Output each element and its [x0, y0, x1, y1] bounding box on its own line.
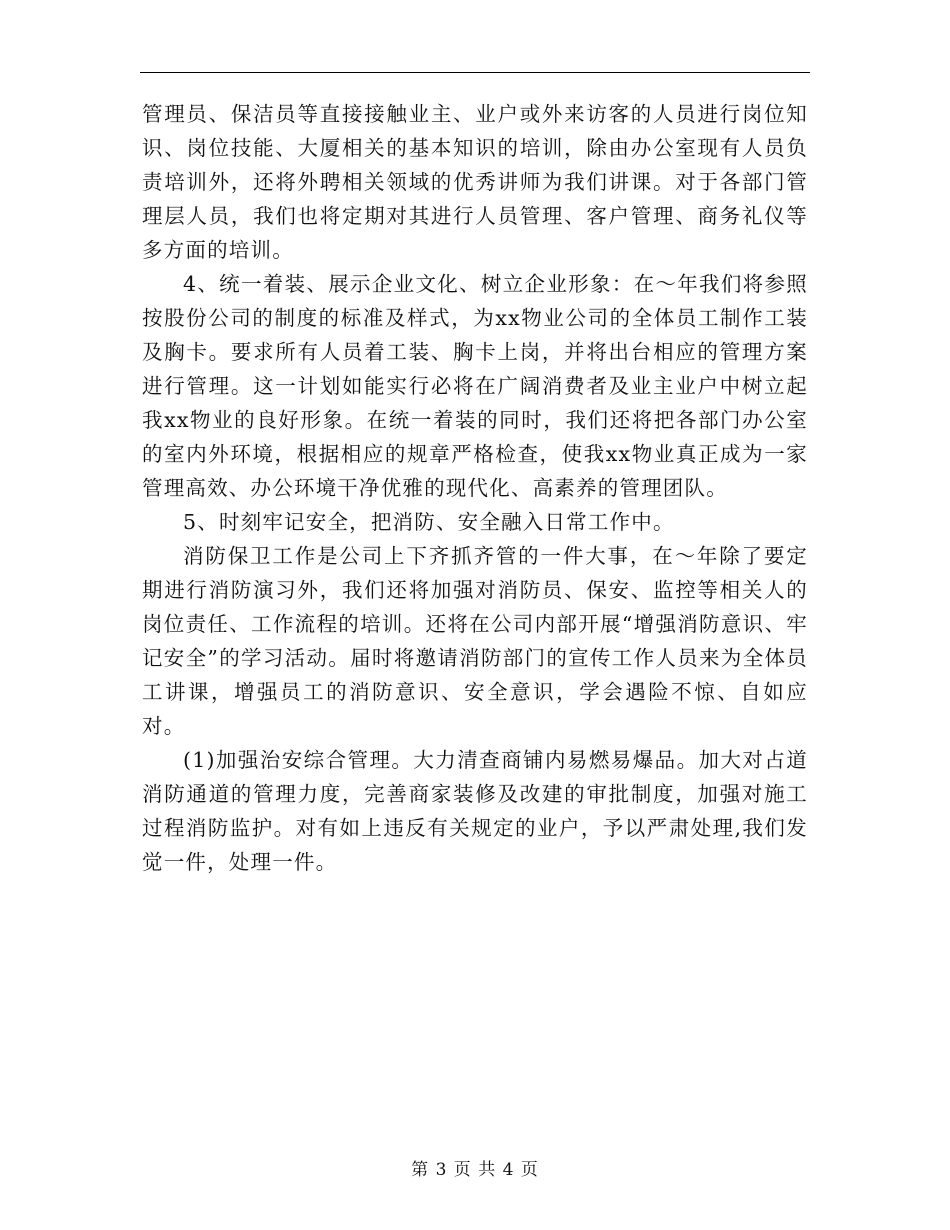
- paragraph-uniform: 4、统一着装、展示企业文化、树立企业形象：在～年我们将参照按股份公司的制度的标准及样式，为xx物业公司的全体员工制作工装及胸卡。要求所有人员着工装、胸卡上岗，并将出台相应的管理方案进行管理。这一计划如能实行必将在广阔消费者及业主业户中树立起我xx物业的良好形象。在统一着装的同时，我们还将把各部门办公室的室内外环境，根据相应的规章严格检查，使我xx物业真正成为一家管理高效、办公环境干净优雅的现代化、高素养的管理团队。: [142, 272, 808, 500]
- document-body: [142, 97, 808, 879]
- header-rule: [140, 72, 810, 73]
- page-number: 第 3 页 共 4 页: [411, 1160, 539, 1180]
- paragraph-fire-protection: 消防保卫工作是公司上下齐抓齐管的一件大事，在～年除了要定期进行消防演习外，我们还将加强对消防员、保安、监控等相关人的岗位责任、工作流程的培训。还将在公司内部开展“增强消防意识、牢记安全”的学习活动。届时将邀请消防部门的宣传工作人员来为全体员工讲课，增强员工的消防意识、安全意识，学会遇险不惊、自如应对。: [142, 544, 808, 738]
- paragraph-safety-heading: 5、时刻牢记安全，把消防、安全融入日常工作中。: [183, 510, 675, 534]
- paragraph-security-management: (1)加强治安综合管理。大力清查商铺内易燃易爆品。加大对占道消防通道的管理力度，完善商家装修及改建的审批制度，加强对施工过程消防监护。对有如上违反有关规定的业户，予以严肃处理,我们发觉一件，处理一件。: [142, 748, 808, 874]
- paragraph-training: 管理员、保洁员等直接接触业主、业户或外来访客的人员进行岗位知识、岗位技能、大厦相关的基本知识的培训，除由办公室现有人员负责培训外，还将外聘相关领域的优秀讲师为我们讲课。对于各部门管理层人员，我们也将定期对其进行人员管理、客户管理、商务礼仪等多方面的培训。: [142, 102, 808, 262]
